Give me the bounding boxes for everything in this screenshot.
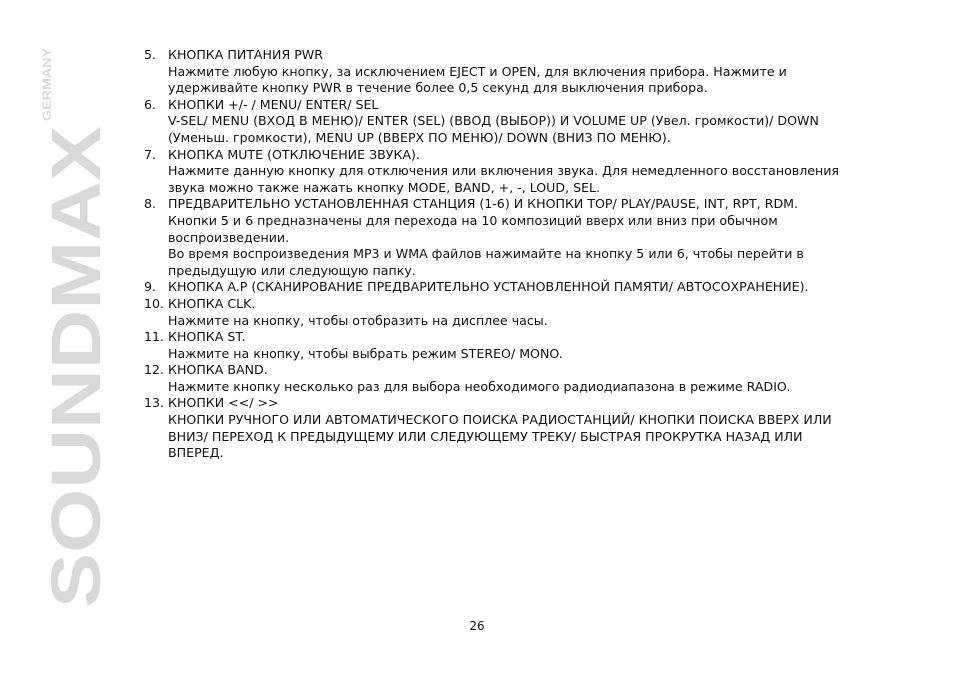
list-item-heading	[144, 147, 904, 164]
page-number: 26	[469, 619, 485, 633]
list-item-title: КНОПКА ПИТАНИЯ PWR	[168, 47, 323, 62]
list-item	[144, 196, 904, 279]
list-item-title: КНОПКА BAND.	[168, 362, 268, 378]
list-item-heading	[144, 329, 904, 346]
list-item-text-line: ВНИЗ/ ПЕРЕХОД К ПРЕДЫДУЩЕМУ ИЛИ СЛЕДУЮЩЕМУ ТРЕКУ/ БЫСТРАЯ ПРОКРУТКА НАЗАД ИЛИ	[168, 428, 803, 444]
list-item-title: КНОПКА ST.	[168, 329, 246, 345]
list-item-text-line: Нажмите кнопку несколько раз для выбора необходимого радиодиапазона в режиме RADIO.	[168, 378, 791, 394]
list-item-text-line: (Уменьш. громкости), MENU UP (ВВЕРХ ПО МЕНЮ)/ DOWN (ВНИЗ ПО МЕНЮ).	[168, 129, 671, 145]
list-item-title: КНОПКИ +/- / MENU/ ENTER/ SEL	[168, 96, 379, 112]
list-item	[144, 279, 904, 296]
list-item-text-line: предыдущую или следующую папку.	[168, 262, 416, 278]
list-item-text-line: ВПЕРЕД.	[168, 445, 224, 461]
list-item	[144, 329, 904, 362]
list-item-title: КНОПКА MUTE (ОТКЛЮЧЕНИЕ ЗВУКА).	[168, 146, 420, 162]
list-item-text-line: Нажмите на кнопку, чтобы отобразить на дисплее часы.	[168, 312, 548, 328]
list-item-text-line: звука можно также нажать кнопку MODE, BAND, +, -, LOUD, SEL.	[168, 179, 601, 195]
list-item-text-line: Нажмите данную кнопку для отключения или включения звука. Для немедленного восстановления	[168, 163, 839, 179]
list-item	[144, 395, 904, 461]
list-item-heading	[144, 196, 904, 213]
instruction-list	[144, 47, 904, 462]
list-item-number: 9.	[144, 279, 157, 295]
list-item-text-line: Кнопки 5 и 6 предназначены для перехода на 10 композиций вверх или вниз при обычном	[168, 212, 778, 228]
list-item	[144, 362, 904, 395]
list-item-number: 13.	[144, 395, 165, 411]
list-item-text-line: Нажмите любую кнопку, за исключением EJECT и OPEN, для включения прибора. Нажмите и	[168, 63, 787, 79]
list-item-heading	[144, 47, 904, 64]
list-item	[144, 147, 904, 197]
list-item-heading	[144, 296, 904, 313]
list-item-number: 12.	[144, 362, 165, 378]
list-item-title: КНОПКА CLK.	[168, 295, 256, 311]
list-item-number: 11.	[144, 329, 165, 345]
list-item-heading	[144, 97, 904, 114]
list-item	[144, 97, 904, 147]
list-item-number: 8.	[144, 196, 157, 212]
list-item-heading	[144, 395, 904, 412]
list-item-number: 5.	[144, 47, 157, 62]
list-item-title: КНОПКА A.P (СКАНИРОВАНИЕ ПРЕДВАРИТЕЛЬНО УСТАНОВЛЕННОЙ ПАМЯТИ/ АВТОСОХРАНЕНИЕ).	[168, 279, 809, 295]
list-item-text-line: КНОПКИ РУЧНОГО ИЛИ АВТОМАТИЧЕСКОГО ПОИСКА РАДИОСТАНЦИЙ/ КНОПКИ ПОИСКА ВВЕРХ ИЛИ	[168, 412, 832, 428]
list-item-title: ПРЕДВАРИТЕЛЬНО УСТАНОВЛЕННАЯ СТАНЦИЯ (1-6) И КНОПКИ TOP/ PLAY/PAUSE, INT, RPT, RDM.	[168, 196, 799, 212]
list-item-text-line: Нажмите на кнопку, чтобы выбрать режим STEREO/ MONO.	[168, 345, 563, 361]
brand-name: SOUNDMAX	[37, 199, 115, 608]
list-item-text-line: V-SEL/ MENU (ВХОД В МЕНЮ)/ ENTER (SEL) (ВВОД (ВЫБОР)) И VOLUME UP (Увел. громкости)/ DOWN	[168, 113, 819, 129]
brand-subtitle: GERMANY	[40, 59, 54, 121]
list-item-text-line: удерживайте кнопку PWR в течение более 0,5 секунд для выключения прибора.	[168, 80, 708, 96]
list-item-number: 10.	[144, 295, 165, 311]
list-item-text-line: воспроизведении.	[168, 229, 290, 245]
list-item	[144, 296, 904, 329]
list-item-number: 7.	[144, 146, 157, 162]
list-item-heading	[144, 279, 904, 296]
list-item-heading	[144, 362, 904, 379]
brand-logo	[37, 48, 115, 608]
list-item	[144, 47, 904, 97]
list-item-title: КНОПКИ <</ >>	[168, 395, 279, 411]
list-item-number: 6.	[144, 96, 157, 112]
list-item-text-line: Во время воспроизведения MP3 и WMA файлов нажимайте на кнопку 5 или 6, чтобы перейти в	[168, 246, 804, 262]
brand-logo-svg	[37, 48, 115, 608]
